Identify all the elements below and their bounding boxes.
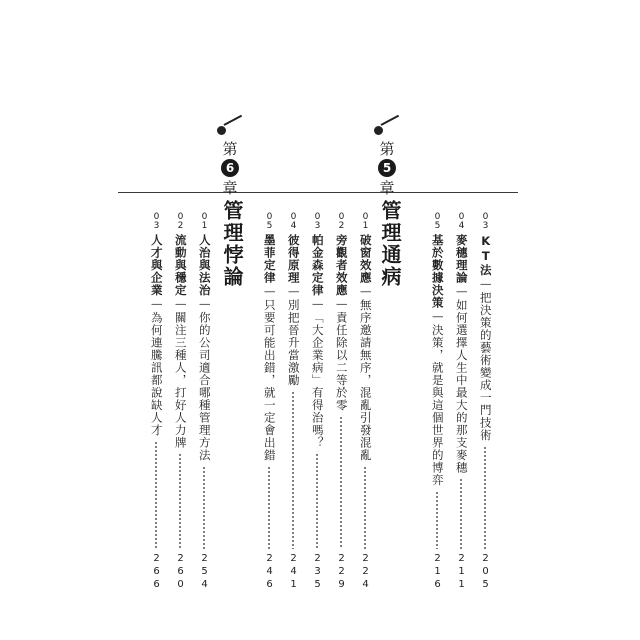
entry-page: 241	[288, 553, 299, 592]
chapter-label-bottom: 章	[222, 179, 238, 197]
toc-entry[interactable]	[148, 212, 164, 592]
dot-leader	[155, 441, 157, 550]
dot-leader	[340, 416, 342, 550]
toc-entry[interactable]	[309, 212, 325, 592]
chapter-number-badge: 6	[221, 159, 239, 177]
entry-number: 03	[480, 212, 491, 230]
toc-entry[interactable]	[333, 212, 349, 592]
dot-leader	[292, 391, 294, 550]
ornament-icon	[215, 110, 245, 140]
entry-page: 224	[360, 553, 371, 592]
entry-text: 基於數據決策—決策，就是與這個世界的博弈	[430, 234, 445, 487]
dot-leader	[203, 466, 205, 550]
entry-number: 02	[336, 212, 347, 230]
chapter-6-heading	[215, 110, 245, 197]
entry-number: 02	[175, 212, 186, 230]
entry-text: 人才與企業—為何連騰訊都說缺人才	[149, 234, 164, 437]
entry-page: 260	[175, 553, 186, 592]
entry-page: 211	[456, 553, 467, 592]
toc-entry[interactable]	[477, 212, 493, 592]
entry-number: 01	[360, 212, 371, 230]
toc-entry[interactable]	[285, 212, 301, 592]
entry-text: 流動與穩定—關注三種人，打好人力牌	[173, 234, 188, 449]
dot-leader	[316, 453, 318, 549]
chapter-label-top: 第	[222, 140, 238, 158]
chapter-label-bottom: 章	[379, 179, 395, 197]
entry-text: 麥穗理論—如何選擇人生中最大的那支麥穗	[454, 234, 469, 474]
chapter-label-top: 第	[379, 140, 395, 158]
entry-text: 破窗效應—無序邀請無序，混亂引發混亂	[358, 234, 373, 462]
entry-number: 03	[151, 212, 162, 230]
entry-text: 人治與法治—你的公司適合哪種管理方法	[197, 234, 212, 462]
entry-text: 帕金森定律—「大企業病」有得治嗎？	[310, 234, 325, 449]
dot-leader	[268, 466, 270, 550]
ornament-icon	[372, 110, 402, 140]
toc-entry[interactable]	[453, 212, 469, 592]
entry-page: 266	[151, 553, 162, 592]
entry-number: 04	[456, 212, 467, 230]
chapter-number-badge: 5	[378, 159, 396, 177]
entry-text: 旁觀者效應—責任除以二等於零	[334, 234, 349, 412]
chapter-5-title: 管理通病	[378, 200, 402, 288]
dot-leader	[484, 446, 486, 550]
toc-entry[interactable]	[357, 212, 373, 592]
entry-page: 216	[432, 553, 443, 592]
entry-number: 03	[312, 212, 323, 230]
entry-page: 205	[480, 553, 491, 592]
entry-text: 彼得原理—別把晉升當激勵	[286, 234, 301, 387]
entry-page: 246	[264, 553, 275, 592]
toc-entry[interactable]	[196, 212, 212, 592]
entry-page: 229	[336, 553, 347, 592]
dot-leader	[436, 491, 438, 550]
toc-entry[interactable]	[429, 212, 445, 592]
chapter-6-title: 管理悖論	[220, 200, 244, 288]
entry-page: 235	[312, 553, 323, 592]
dot-leader	[460, 478, 462, 549]
section-divider	[118, 192, 518, 193]
entry-text: 墨菲定律—只要可能出錯，就一定會出錯	[262, 234, 277, 462]
entry-number: 05	[432, 212, 443, 230]
dot-leader	[179, 453, 181, 549]
entry-text: KT法—把決策的藝術變成一門技術	[478, 234, 493, 442]
dot-leader	[364, 466, 366, 550]
toc-entry[interactable]	[261, 212, 277, 592]
entry-number: 04	[288, 212, 299, 230]
entry-page: 254	[199, 553, 210, 592]
entry-number: 05	[264, 212, 275, 230]
chapter-5-heading	[372, 110, 402, 197]
toc-entry[interactable]	[172, 212, 188, 592]
entry-number: 01	[199, 212, 210, 230]
